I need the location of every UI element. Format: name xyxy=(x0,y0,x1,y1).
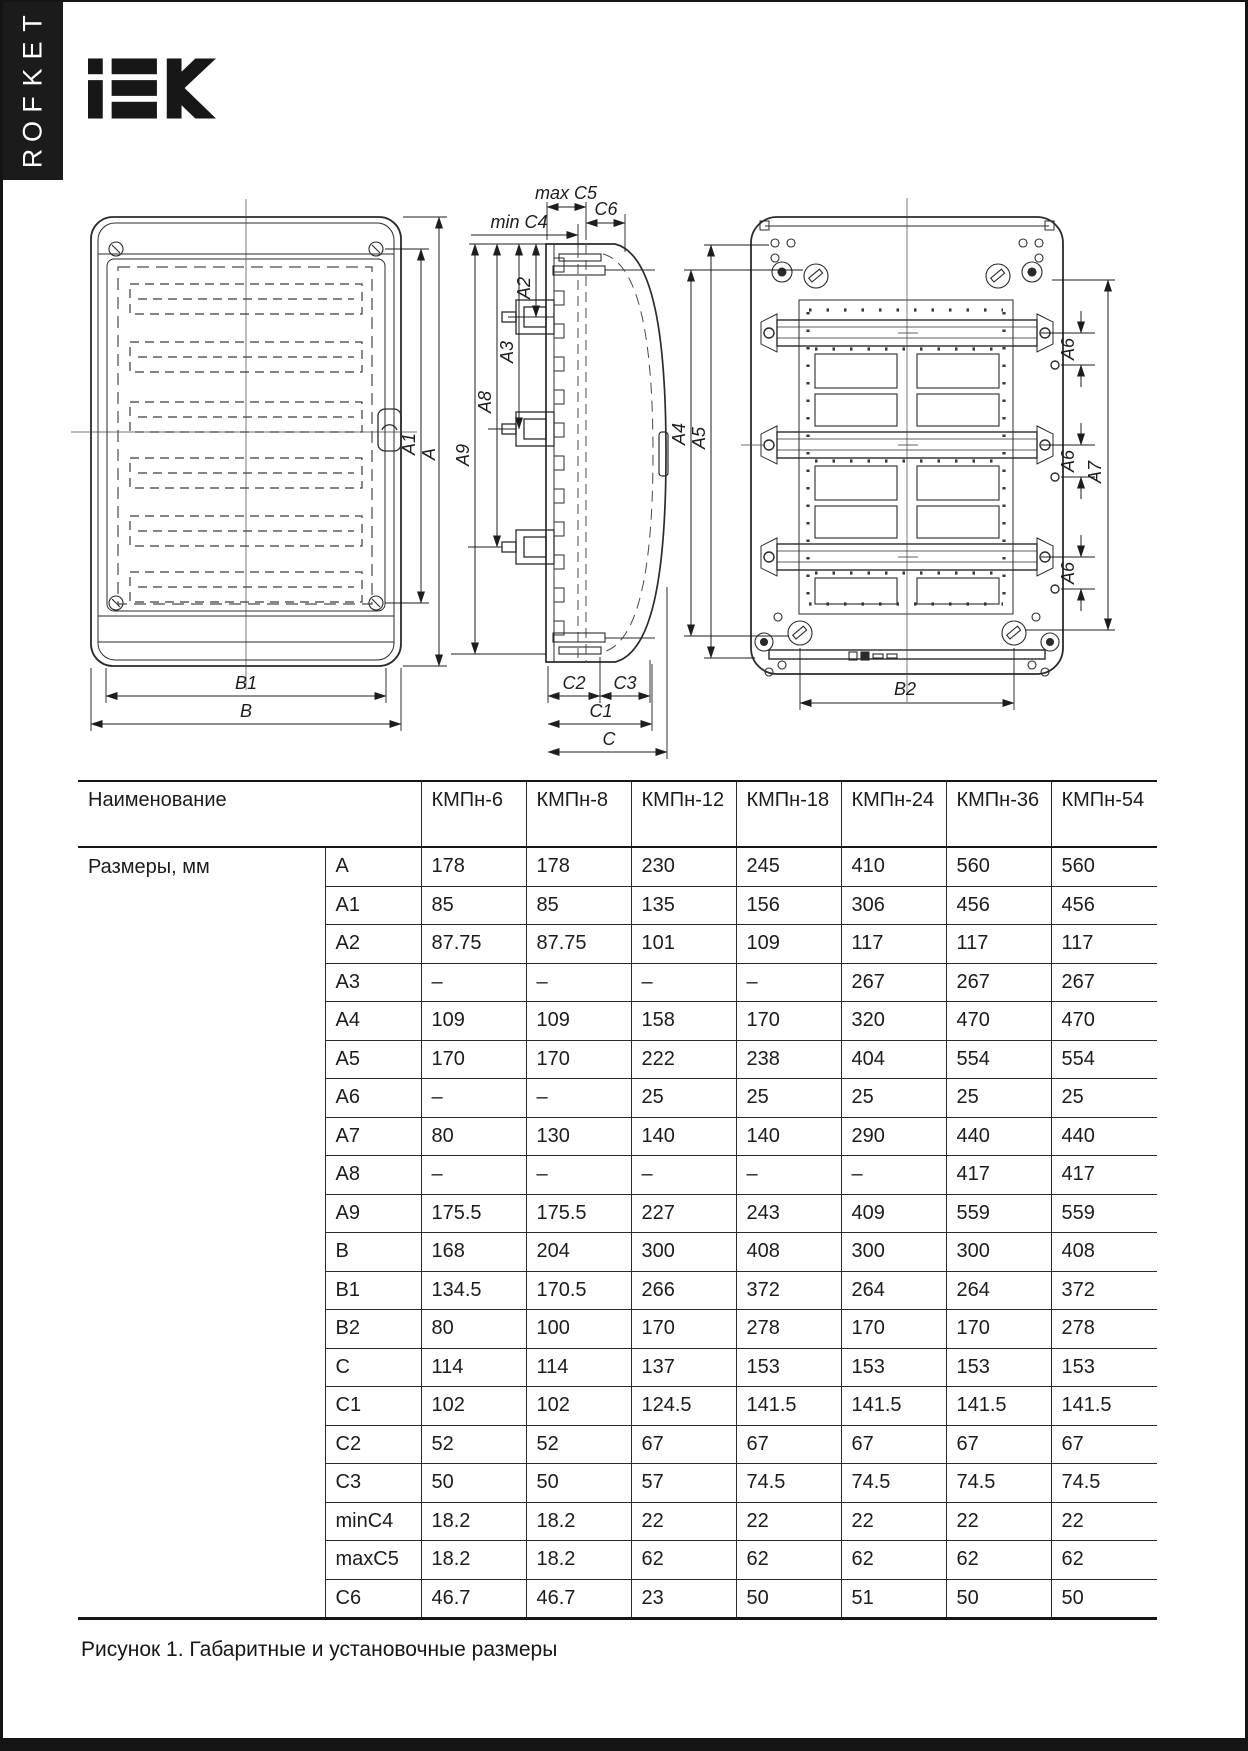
value-cell: 22 xyxy=(841,1502,946,1541)
din-rails xyxy=(761,314,1059,593)
value-cell: 290 xyxy=(841,1117,946,1156)
value-cell: 25 xyxy=(1051,1079,1157,1118)
dim-label-c: C xyxy=(602,729,616,749)
value-cell: 74.5 xyxy=(736,1464,841,1503)
param-cell: A9 xyxy=(325,1194,421,1233)
value-cell: 109 xyxy=(421,1002,526,1041)
value-cell: 372 xyxy=(1051,1271,1157,1310)
model-header-kmpn-6: КМПн-6 xyxy=(421,781,526,847)
value-cell: 50 xyxy=(946,1579,1051,1619)
param-cell: B xyxy=(325,1233,421,1272)
value-cell: 114 xyxy=(526,1348,631,1387)
value-cell: – xyxy=(421,963,526,1002)
value-cell: 175.5 xyxy=(421,1194,526,1233)
back-view xyxy=(741,198,1073,702)
value-cell: 25 xyxy=(736,1079,841,1118)
value-cell: – xyxy=(631,963,736,1002)
model-header-kmpn-8: КМПн-8 xyxy=(526,781,631,847)
param-cell: C xyxy=(325,1348,421,1387)
model-header-kmpn-36: КМПн-36 xyxy=(946,781,1051,847)
value-cell: 440 xyxy=(1051,1117,1157,1156)
dim-label-a5: A5 xyxy=(689,426,709,450)
value-cell: 170 xyxy=(946,1310,1051,1349)
value-cell: 278 xyxy=(736,1310,841,1349)
dim-label-a4: A4 xyxy=(669,422,689,446)
table-row xyxy=(78,847,1157,886)
param-cell: A xyxy=(325,847,421,886)
value-cell: 50 xyxy=(526,1464,631,1503)
value-cell: 62 xyxy=(946,1541,1051,1580)
value-cell: 264 xyxy=(841,1271,946,1310)
value-cell: 22 xyxy=(946,1502,1051,1541)
value-cell: 170 xyxy=(526,1040,631,1079)
value-cell: 67 xyxy=(1051,1425,1157,1464)
value-cell: 170 xyxy=(631,1310,736,1349)
value-cell: 62 xyxy=(736,1541,841,1580)
value-cell: 156 xyxy=(736,886,841,925)
value-cell: 67 xyxy=(631,1425,736,1464)
value-cell: 102 xyxy=(421,1387,526,1426)
value-cell: 559 xyxy=(1051,1194,1157,1233)
value-cell: 153 xyxy=(736,1348,841,1387)
value-cell: 109 xyxy=(736,925,841,964)
brand-letter: K xyxy=(17,68,48,87)
value-cell: 18.2 xyxy=(421,1502,526,1541)
value-cell: 18.2 xyxy=(421,1541,526,1580)
model-header-kmpn-12: КМПн-12 xyxy=(631,781,736,847)
front-view xyxy=(71,199,417,690)
value-cell: – xyxy=(421,1156,526,1195)
value-cell: 22 xyxy=(631,1502,736,1541)
value-cell: 178 xyxy=(526,847,631,886)
value-cell: 117 xyxy=(841,925,946,964)
param-cell: C3 xyxy=(325,1464,421,1503)
value-cell: 25 xyxy=(631,1079,736,1118)
value-cell: 417 xyxy=(946,1156,1051,1195)
value-cell: 153 xyxy=(1051,1348,1157,1387)
value-cell: 50 xyxy=(421,1464,526,1503)
value-cell: 222 xyxy=(631,1040,736,1079)
dim-label-a3: A3 xyxy=(497,340,517,364)
value-cell: – xyxy=(421,1079,526,1118)
value-cell: 153 xyxy=(841,1348,946,1387)
value-cell: 410 xyxy=(841,847,946,886)
dim-label-a9: A9 xyxy=(453,443,473,467)
value-cell: 230 xyxy=(631,847,736,886)
param-cell: A2 xyxy=(325,925,421,964)
value-cell: 102 xyxy=(526,1387,631,1426)
value-cell: 554 xyxy=(1051,1040,1157,1079)
fasteners xyxy=(553,254,655,654)
value-cell: 109 xyxy=(526,1002,631,1041)
value-cell: 67 xyxy=(946,1425,1051,1464)
brand-letter: F xyxy=(17,96,48,113)
value-cell: 227 xyxy=(631,1194,736,1233)
value-cell: 18.2 xyxy=(526,1502,631,1541)
dimension-drawings xyxy=(3,2,1248,772)
param-cell: B1 xyxy=(325,1271,421,1310)
value-cell: 267 xyxy=(946,963,1051,1002)
dim-label-b1: B1 xyxy=(234,673,258,693)
value-cell: 141.5 xyxy=(841,1387,946,1426)
value-cell: 62 xyxy=(1051,1541,1157,1580)
value-cell: 51 xyxy=(841,1579,946,1619)
value-cell: 57 xyxy=(631,1464,736,1503)
value-cell: 560 xyxy=(946,847,1051,886)
figure-caption: Рисунок 1. Габаритные и установочные размеры xyxy=(81,1638,558,1661)
value-cell: 158 xyxy=(631,1002,736,1041)
value-cell: 559 xyxy=(946,1194,1051,1233)
value-cell: 67 xyxy=(736,1425,841,1464)
dim-label-a: A xyxy=(419,447,439,461)
value-cell: 85 xyxy=(421,886,526,925)
value-cell: – xyxy=(526,963,631,1002)
value-cell: 175.5 xyxy=(526,1194,631,1233)
dim-label-c3: C3 xyxy=(613,673,637,693)
value-cell: 100 xyxy=(526,1310,631,1349)
dimensions-group-label: Размеры, мм xyxy=(78,847,325,1619)
value-cell: 52 xyxy=(421,1425,526,1464)
value-cell: 87.75 xyxy=(526,925,631,964)
value-cell: 170 xyxy=(421,1040,526,1079)
value-cell: – xyxy=(526,1079,631,1118)
value-cell: 46.7 xyxy=(421,1579,526,1619)
value-cell: 170.5 xyxy=(526,1271,631,1310)
param-cell: C1 xyxy=(325,1387,421,1426)
value-cell: 85 xyxy=(526,886,631,925)
value-cell: 25 xyxy=(841,1079,946,1118)
model-header-kmpn-24: КМПн-24 xyxy=(841,781,946,847)
value-cell: 134.5 xyxy=(421,1271,526,1310)
value-cell: – xyxy=(631,1156,736,1195)
value-cell: 267 xyxy=(1051,963,1157,1002)
value-cell: 117 xyxy=(946,925,1051,964)
value-cell: 18.2 xyxy=(526,1541,631,1580)
value-cell: 409 xyxy=(841,1194,946,1233)
value-cell: 74.5 xyxy=(1051,1464,1157,1503)
value-cell: – xyxy=(526,1156,631,1195)
name-header-cell: Наименование xyxy=(78,781,421,847)
value-cell: 52 xyxy=(526,1425,631,1464)
value-cell: 306 xyxy=(841,886,946,925)
brand-letter: E xyxy=(17,41,48,60)
value-cell: 22 xyxy=(1051,1502,1157,1541)
dim-label-c6: C6 xyxy=(594,199,618,219)
dimensions-table xyxy=(78,780,1157,1620)
value-cell: 404 xyxy=(841,1040,946,1079)
value-cell: 470 xyxy=(1051,1002,1157,1041)
value-cell: 320 xyxy=(841,1002,946,1041)
model-header-kmpn-54: КМПн-54 xyxy=(1051,781,1157,847)
value-cell: 408 xyxy=(1051,1233,1157,1272)
param-cell: A3 xyxy=(325,963,421,1002)
page-bottom-bar xyxy=(3,1738,1245,1751)
value-cell: 74.5 xyxy=(841,1464,946,1503)
value-cell: 168 xyxy=(421,1233,526,1272)
param-cell: minC4 xyxy=(325,1502,421,1541)
value-cell: 80 xyxy=(421,1310,526,1349)
value-cell: 408 xyxy=(736,1233,841,1272)
value-cell: 204 xyxy=(526,1233,631,1272)
value-cell: – xyxy=(736,1156,841,1195)
value-cell: 178 xyxy=(421,847,526,886)
param-cell: C6 xyxy=(325,1579,421,1619)
dim-label-a6-3: A6 xyxy=(1058,561,1078,585)
value-cell: 456 xyxy=(1051,886,1157,925)
side-view xyxy=(502,244,668,662)
param-cell: A1 xyxy=(325,886,421,925)
table-body xyxy=(78,847,1157,1619)
value-cell: 25 xyxy=(946,1079,1051,1118)
brand-letter: O xyxy=(17,121,48,143)
value-cell: 238 xyxy=(736,1040,841,1079)
value-cell: 62 xyxy=(841,1541,946,1580)
value-cell: 554 xyxy=(946,1040,1051,1079)
value-cell: 22 xyxy=(736,1502,841,1541)
value-cell: 135 xyxy=(631,886,736,925)
param-cell: maxC5 xyxy=(325,1541,421,1580)
value-cell: 372 xyxy=(736,1271,841,1310)
param-cell: A4 xyxy=(325,1002,421,1041)
value-cell: 243 xyxy=(736,1194,841,1233)
value-cell: 245 xyxy=(736,847,841,886)
value-cell: 87.75 xyxy=(421,925,526,964)
value-cell: 300 xyxy=(631,1233,736,1272)
value-cell: 170 xyxy=(841,1310,946,1349)
value-cell: 278 xyxy=(1051,1310,1157,1349)
dim-label-max-c5: max C5 xyxy=(534,183,598,203)
dim-label-min-c4: min C4 xyxy=(490,212,548,232)
value-cell: 114 xyxy=(421,1348,526,1387)
param-cell: A8 xyxy=(325,1156,421,1195)
value-cell: 153 xyxy=(946,1348,1051,1387)
value-cell: 267 xyxy=(841,963,946,1002)
model-header-kmpn-18: КМПн-18 xyxy=(736,781,841,847)
param-cell: C2 xyxy=(325,1425,421,1464)
value-cell: 74.5 xyxy=(946,1464,1051,1503)
value-cell: 560 xyxy=(1051,847,1157,886)
param-cell: A7 xyxy=(325,1117,421,1156)
value-cell: 266 xyxy=(631,1271,736,1310)
param-cell: A5 xyxy=(325,1040,421,1079)
value-cell: 300 xyxy=(946,1233,1051,1272)
param-cell: A6 xyxy=(325,1079,421,1118)
value-cell: 130 xyxy=(526,1117,631,1156)
door-latch xyxy=(378,409,401,451)
value-cell: 67 xyxy=(841,1425,946,1464)
value-cell: 117 xyxy=(1051,925,1157,964)
value-cell: 140 xyxy=(736,1117,841,1156)
dim-label-b2: B2 xyxy=(893,679,917,699)
dim-label-a7: A7 xyxy=(1085,460,1105,484)
value-cell: 80 xyxy=(421,1117,526,1156)
value-cell: 141.5 xyxy=(736,1387,841,1426)
value-cell: 456 xyxy=(946,886,1051,925)
value-cell: 101 xyxy=(631,925,736,964)
value-cell: 23 xyxy=(631,1579,736,1619)
value-cell: 62 xyxy=(631,1541,736,1580)
value-cell: 46.7 xyxy=(526,1579,631,1619)
dim-label-a8: A8 xyxy=(475,390,495,414)
value-cell: 300 xyxy=(841,1233,946,1272)
table-header-row xyxy=(78,781,1157,847)
value-cell: – xyxy=(841,1156,946,1195)
value-cell: 50 xyxy=(1051,1579,1157,1619)
dim-label-a6-2: A6 xyxy=(1058,449,1078,473)
dim-label-a2: A2 xyxy=(514,276,534,300)
value-cell: 440 xyxy=(946,1117,1051,1156)
brand-letter: R xyxy=(17,148,48,169)
value-cell: 50 xyxy=(736,1579,841,1619)
dim-label-b: B xyxy=(239,701,253,721)
value-cell: 417 xyxy=(1051,1156,1157,1195)
value-cell: 141.5 xyxy=(1051,1387,1157,1426)
brand-letter: T xyxy=(17,15,48,32)
dim-label-a6-1: A6 xyxy=(1058,337,1078,361)
value-cell: 264 xyxy=(946,1271,1051,1310)
dim-label-a1: A1 xyxy=(399,432,419,456)
value-cell: – xyxy=(736,963,841,1002)
value-cell: 141.5 xyxy=(946,1387,1051,1426)
param-cell: B2 xyxy=(325,1310,421,1349)
value-cell: 124.5 xyxy=(631,1387,736,1426)
value-cell: 140 xyxy=(631,1117,736,1156)
dim-label-c1: C1 xyxy=(589,701,613,721)
value-cell: 137 xyxy=(631,1348,736,1387)
dim-label-c2: C2 xyxy=(562,673,586,693)
value-cell: 170 xyxy=(736,1002,841,1041)
value-cell: 470 xyxy=(946,1002,1051,1041)
